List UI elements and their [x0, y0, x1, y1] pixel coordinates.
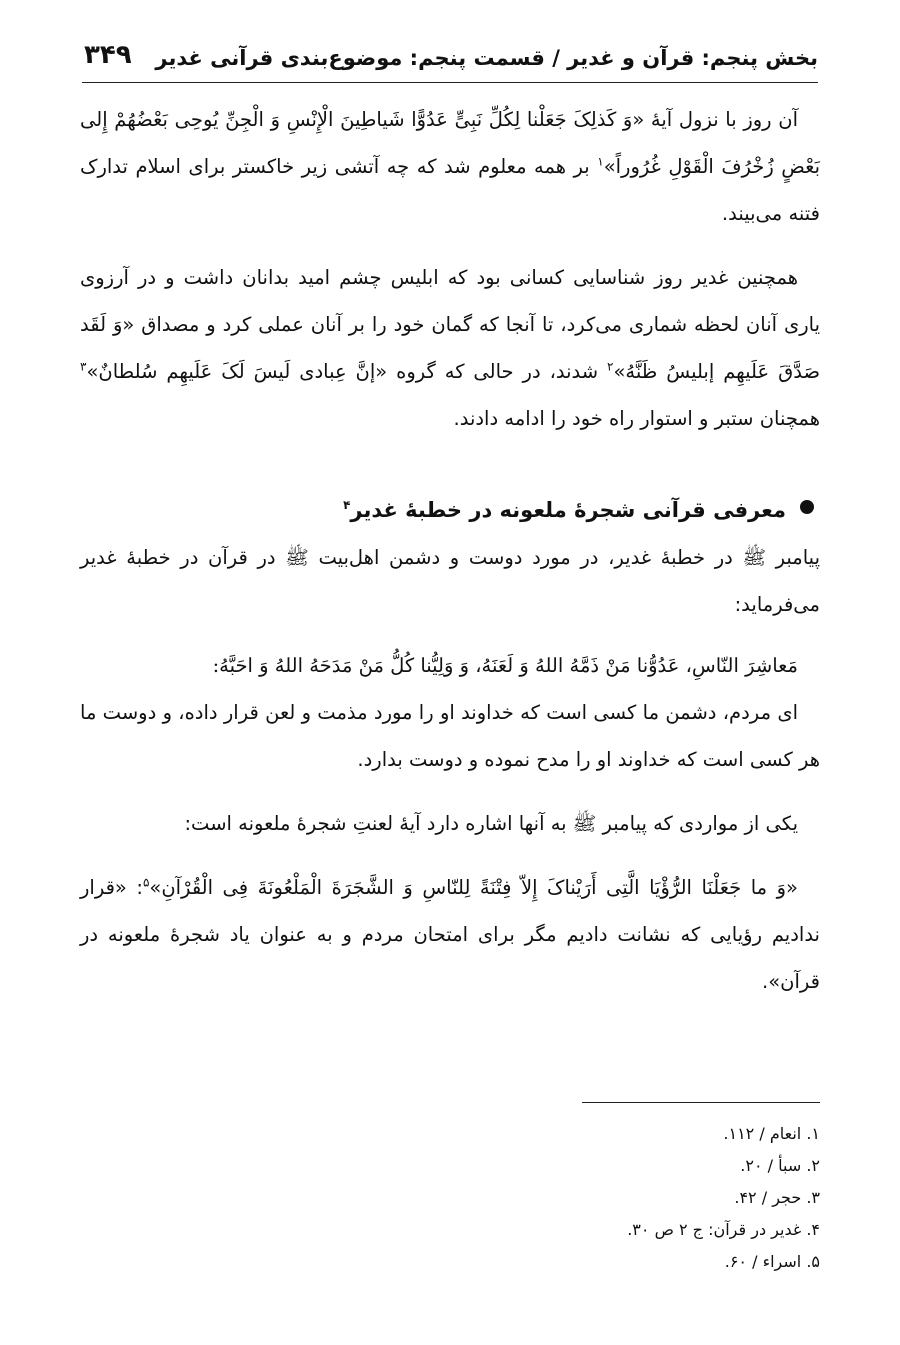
quote-translation: ای مردم، دشمن ما کسی است که خداوند او را مورد مذمت و لعن قرار داده، و دوست ما هر کسی است که خداوند او را مدح نموده و دوست بدارد.: [80, 701, 820, 771]
paragraph-2: [80, 254, 820, 442]
paragraph-2-text-after: شدند، در حالی که گروه «إنَّ عِبادی لَیسَ لَکَ عَلَیهِم سُلطانٌ»: [86, 360, 608, 383]
paragraph-1-text: آن روز با نزول آیهٔ «وَ کَذلِکَ جَعَلْنا لِکُلِّ نَبِیٍّ عَدُوًّا شَیاطِینَ الْإِنْسِ وَ الْجِنِّ یُوحِی بَعْضُهُمْ إِلی بَعْضٍ زُخْرُفَ الْقَوْلِ غُرُوراً»: [80, 108, 820, 178]
footnote-1: ۱. انعام / ۱۱۲.: [723, 1124, 820, 1143]
footnote-2: ۲. سبأ / ۲۰.: [740, 1156, 820, 1175]
footnote-4: ۴. غدیر در قرآن: ج ۲ ص ۳۰.: [627, 1220, 820, 1239]
page-number: ۳۴۹: [84, 40, 132, 70]
section-heading-text: معرفی قرآنی شجرهٔ ملعونه در خطبهٔ غدیر: [350, 498, 786, 522]
footnotes: [627, 1118, 820, 1278]
paragraph-2-text-after-2: همچنان ستبر و استوار راه خود را ادامه دادند.: [453, 407, 820, 430]
footnote-3: ۳. حجر / ۴۲.: [734, 1188, 820, 1207]
verse-lead: یکی از مواردی که پیامبر ﷺ به آنها اشاره دارد آیهٔ لعنتِ شجرهٔ ملعونه است:: [184, 812, 798, 835]
bullet-icon: [800, 500, 814, 514]
paragraph-1: [80, 96, 820, 237]
section-intro: پیامبر ﷺ در خطبهٔ غدیر، در مورد دوست و دشمن اهل‌بیت ﷺ در قرآن در خطبهٔ غدیر می‌فرماید:: [80, 546, 820, 616]
footnote-5: ۵. اسراء / ۶۰.: [724, 1252, 820, 1271]
verse-translation: : «قرار ندادیم رؤیایی که نشانت دادیم مگر برای امتحان مردم و به عنوان یاد شجرهٔ ملعونه در قرآن».: [80, 876, 820, 993]
verse-paragraph: [80, 864, 820, 1005]
footnote-ref-2: ۲: [607, 359, 614, 374]
footnote-ref-1: ۱: [597, 154, 604, 169]
sermon-quote: مَعاشِرَ النّاسِ، عَدُوُّنا مَنْ ذَمَّهُ اللهُ وَ لَعَنَهُ، وَ وَلِیُّنا کُلُّ مَنْ مَدَحَهُ اللهُ وَ احَبَّهُ:: [212, 654, 798, 677]
footnote-ref-4: ۴: [343, 498, 351, 512]
footnote-divider: [582, 1102, 820, 1103]
main-text: [80, 96, 820, 1005]
paragraph-1-text-after: بر همه معلوم شد که چه آتشی زیر خاکستر برای اسلام تدارک فتنه می‌بیند.: [80, 155, 820, 225]
footnote-ref-3: ۳: [80, 359, 87, 374]
header-title: بخش پنجم: قرآن و غدیر / قسمت پنجم: موضوع‌بندی قرآنی غدیر: [155, 46, 818, 70]
section-heading: [80, 490, 820, 530]
running-header: [82, 36, 818, 83]
paragraph-2-text: همچنین غدیر روز شناسایی کسانی بود که ابلیس چشم امید بدانان داشت و در آرزوی یاری آنان لحظه شماری می‌کرد، تا آنجا که گمان خود را بر آنان عملی کرد و مصداق «وَ لَقَد صَدَّقَ عَلَیهِم إبلیسُ ظَنَّهُ»: [80, 266, 821, 383]
verse-text: «وَ ما جَعَلْنَا الرُّؤْیَا الَّتِی أَرَیْناکَ إِلاّ فِتْنَةً لِلنّاسِ وَ الشَّجَرَةَ الْمَلْعُونَةَ فِی الْقُرْآنِ»: [149, 876, 798, 899]
footnote-ref-5: ۵: [142, 875, 150, 890]
